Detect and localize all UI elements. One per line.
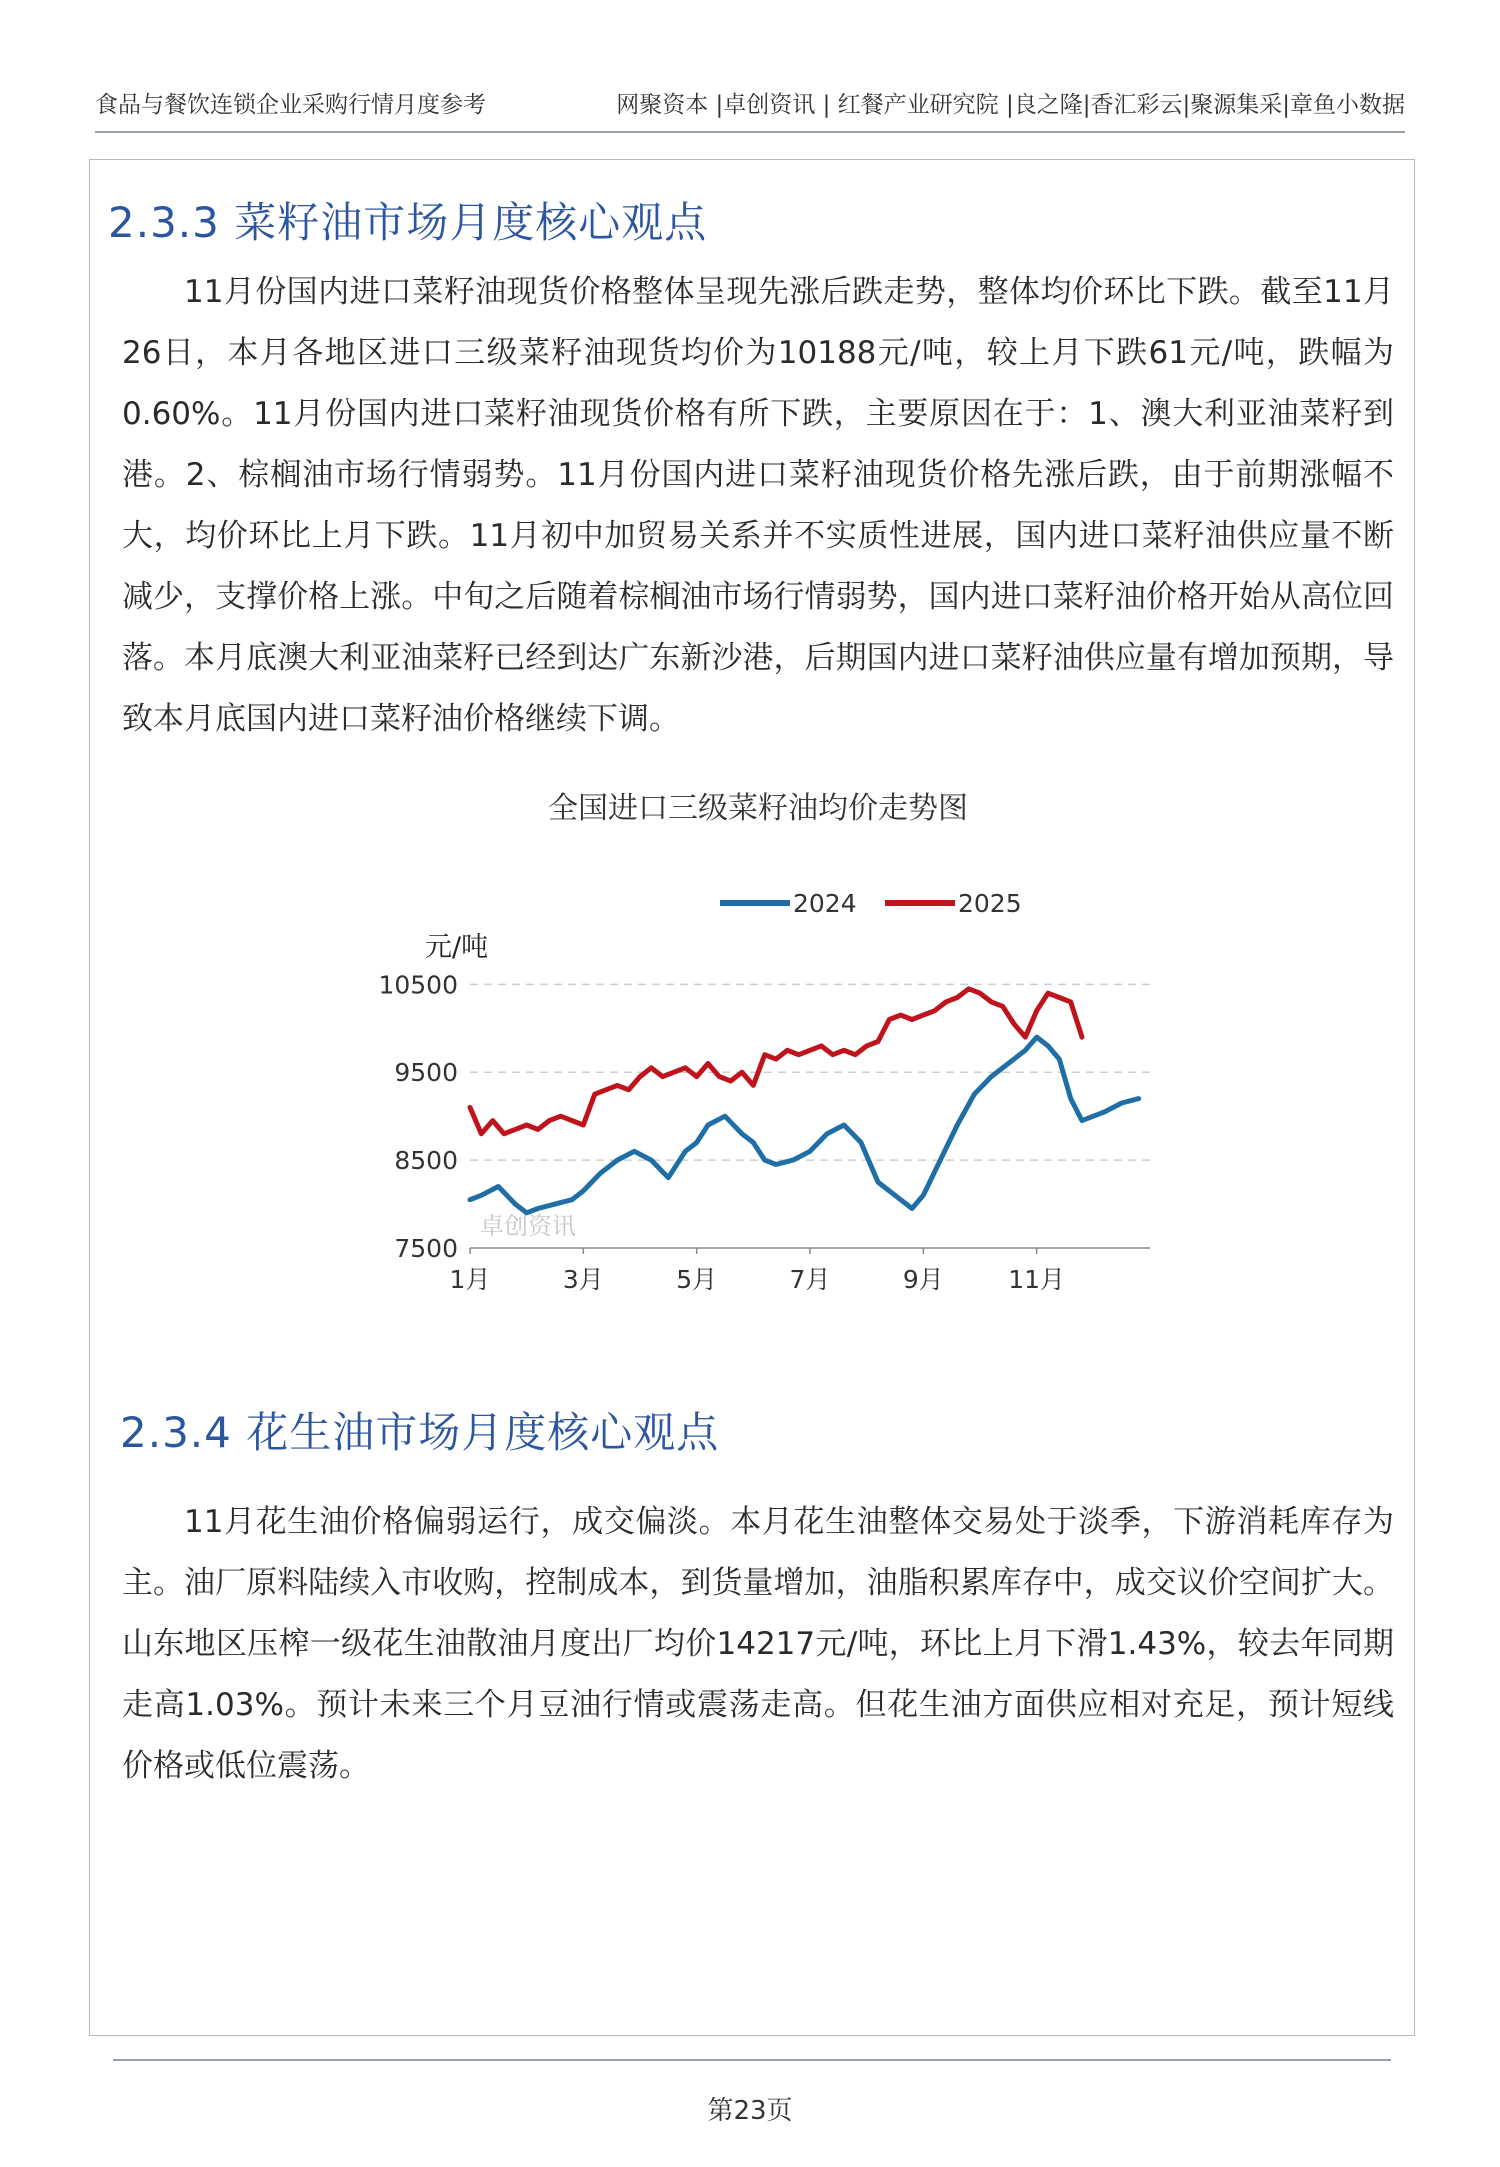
section-title-rapeseed-oil: 2.3.3 菜籽油市场月度核心观点 (108, 198, 708, 247)
header-divider (95, 131, 1405, 133)
paragraph-rapeseed-oil: 11月份国内进口菜籽油现货价格整体呈现先涨后跌走势，整体均价环比下跌。截至11月26日，本月各地区进口三级菜籽油现货均价为10188元/吨，较上月下跌61元/吨，跌幅为0.60%。11月份国内进口菜籽油现货价格有所下跌，主要原因在于：1、澳大利亚油菜籽到港。2、棕榈油市场行情弱势。11月份国内进口菜籽油现货价格先涨后跌，由于前期涨幅不大，均价环比上月下跌。11月初中加贸易关系并不实质性进展，国内进口菜籽油供应量不断减少，支撑价格上涨。中旬之后随着棕榈油市场行情弱势，国内进口菜籽油价格开始从高位回落。本月底澳大利亚油菜籽已经到达广东新沙港，后期国内进口菜籽油供应量有增加预期，导致本月底国内进口菜籽油价格继续下调。 (122, 274, 1394, 737)
series-line-2024 (470, 1037, 1139, 1213)
y-axis-label: 元/吨 (425, 932, 489, 963)
chart-svg (360, 868, 1160, 1308)
series-line-2025 (470, 989, 1082, 1134)
x-tick-label: 3月 (562, 1265, 604, 1294)
paragraph-peanut-oil: 11月花生油价格偏弱运行，成交偏淡。本月花生油整体交易处于淡季，下游消耗库存为主。油厂原料陆续入市收购，控制成本，到货量增加，油脂积累库存中，成交议价空间扩大。山东地区压榨一级花生油散油月度出厂均价14217元/吨，环比上月下滑1.43%，较去年同期走高1.03%。预计未来三个月豆油行情或震荡走高。但花生油方面供应相对充足，预计短线价格或低位震荡。 (122, 1504, 1394, 1784)
x-tick-label: 11月 (1008, 1265, 1066, 1294)
price-trend-chart (360, 868, 1160, 1308)
footer-divider (113, 2059, 1391, 2061)
page-header (95, 86, 1405, 120)
legend-label-2024: 2024 (793, 889, 857, 918)
section-title-peanut-oil: 2.3.4 花生油市场月度核心观点 (120, 1408, 720, 1457)
x-tick-label: 9月 (902, 1265, 944, 1294)
legend-label-2025: 2025 (958, 889, 1022, 918)
y-tick-label: 8500 (394, 1146, 458, 1176)
y-tick-label: 7500 (394, 1234, 458, 1263)
x-tick-label: 1月 (449, 1265, 491, 1294)
y-tick-label: 10500 (378, 970, 458, 1000)
header-sources: 网聚资本 |卓创资讯 | 红餐产业研究院 |良之隆|香汇彩云|聚源集采|章鱼小数据 (616, 92, 1405, 118)
x-tick-label: 7月 (789, 1265, 831, 1294)
page-number: 第23页 (707, 2096, 793, 2126)
chart-title: 全国进口三级菜籽油均价走势图 (548, 791, 968, 826)
header-report-title: 食品与餐饮连锁企业采购行情月度参考 (95, 92, 486, 118)
chart-watermark: 卓创资讯 (480, 1212, 576, 1240)
x-tick-label: 5月 (676, 1265, 718, 1294)
y-tick-label: 9500 (394, 1058, 458, 1088)
